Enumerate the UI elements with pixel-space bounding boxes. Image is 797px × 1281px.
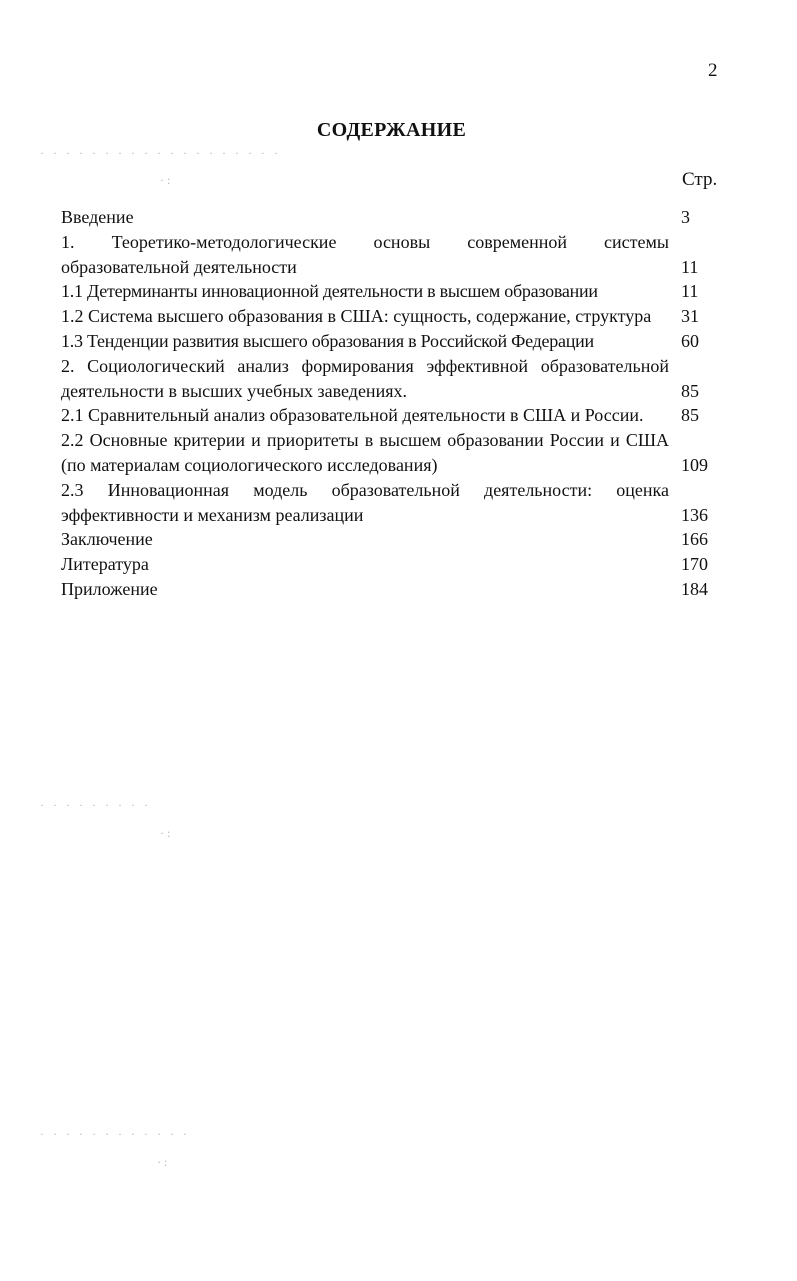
toc-entry-chapter-1 [61,230,721,280]
toc-entry-section-2-3 [61,478,721,528]
toc-entry-page: 85 [681,380,699,401]
page-title: СОДЕРЖАНИЕ [316,119,467,141]
toc-entry-page: 60 [681,330,699,351]
toc-entry-section-1-3 [61,329,721,354]
toc-entry-chapter-2 [61,354,721,404]
toc-entry-title: 1.1 Детерминанты инновационной деятельности в высшем образовании [61,281,598,302]
scan-artifact: · · · · · · · · · · · · · · · · · · · [40,146,281,160]
toc-entry-page: 31 [681,306,699,327]
toc-entry-title: Заключение [61,529,153,550]
page-column-header: Стр. [682,169,718,190]
toc-entry-section-2-1 [61,403,721,428]
toc-entry-section-1-2 [61,304,721,329]
page-number: 2 [708,60,718,81]
toc-entry-title: 2.3 Инновационная модель образовательной деятельности: оценка эффективности и механизм реализации [61,479,669,525]
toc-entry-section-1-1 [61,279,721,304]
scan-artifact: ·: [160,826,174,840]
toc-entry-title: 2. Социологический анализ формирования эффективной образовательной деятельности в высших учебных заведениях. [61,355,669,401]
toc-entry-page: 166 [681,529,708,550]
toc-entry-appendix [61,577,721,602]
toc-entry-title: Приложение [61,578,158,599]
toc-entry-title: 1.3 Тенденции развития высшего образования в Российской Федерации [61,330,594,351]
toc-entry-page: 109 [681,454,708,475]
toc-entry-page: 3 [681,207,690,227]
toc-entry-title: Введение [61,207,134,227]
toc-entry-page: 184 [681,578,708,599]
toc-entry-page: 11 [681,256,699,277]
toc-entry-page: 85 [681,405,699,426]
toc-entry-page: 11 [681,281,699,302]
toc-entry-title: 1. Теоретико-методологические основы современной системы образовательной деятельности [61,231,669,277]
toc-entry-conclusion [61,527,721,552]
toc-entry-literature [61,552,721,577]
toc-entry-section-2-2 [61,428,721,478]
toc-entry-title: 1.2 Система высшего образования в США: сущность, содержание, структура [61,306,652,327]
toc-entry-title: 2.2 Основные критерии и приоритеты в высшем образовании России и США (по материалам социологического исследования) [61,430,669,475]
table-of-contents [61,205,721,602]
scan-artifact: ·: [160,173,174,187]
toc-entry-title: 2.1 Сравнительный анализ образовательной деятельности в США и России. [61,405,644,426]
scan-artifact: · · · · · · · · · [40,798,151,812]
toc-entry-introduction [61,205,721,230]
scan-artifact: ·: [157,1155,171,1169]
toc-entry-page: 136 [681,504,708,525]
toc-entry-page: 170 [681,554,708,575]
toc-entry-title: Литература [61,554,149,575]
scan-artifact: · · · · · · · · · · · · [40,1127,190,1141]
